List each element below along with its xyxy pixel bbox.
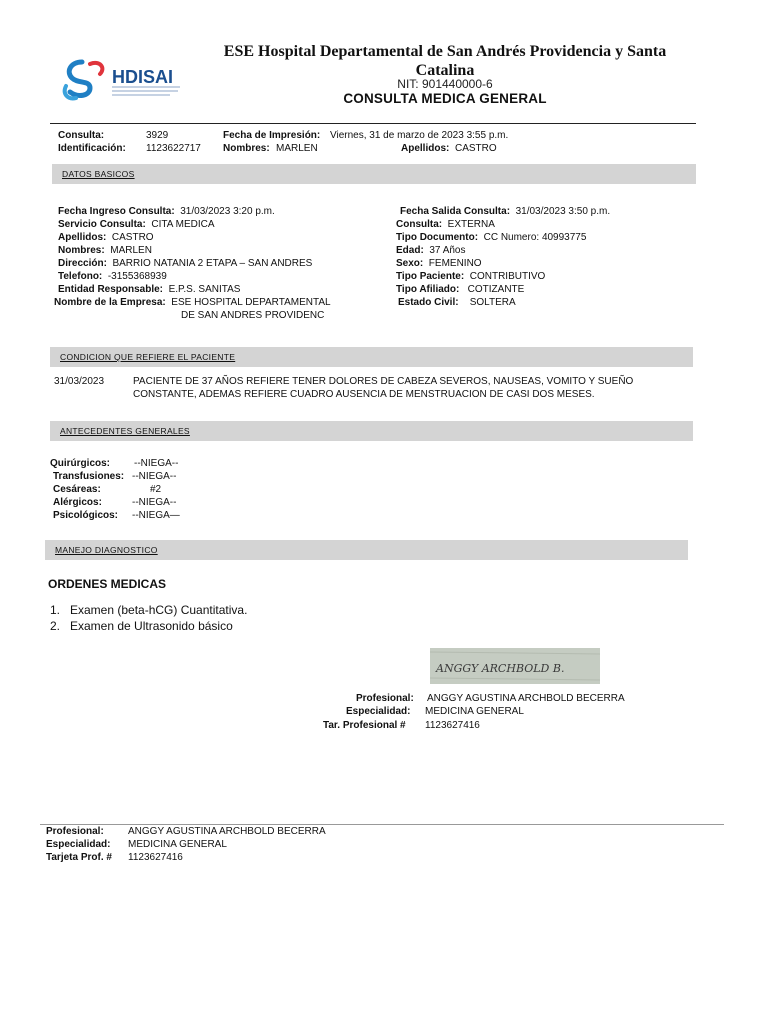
datos-left-list	[54, 205, 331, 322]
antecedente-label: Psicológicos:	[53, 510, 119, 521]
hospital-title: ESE Hospital Departamental de San Andrés Providencia y Santa Catalina	[223, 43, 667, 79]
datos-row: Consulta: EXTERNA	[396, 219, 495, 230]
footer-tarjeta-label: Tarjeta Prof. #	[46, 852, 112, 863]
datos-row: Entidad Responsable: E.P.S. SANITAS	[58, 284, 241, 295]
datos-row: Nombre de la Empresa: ESE HOSPITAL DEPARTAMENTAL	[54, 297, 331, 308]
identificacion-label: Identificación:	[58, 143, 126, 154]
antecedente-label: Alérgicos:	[53, 497, 102, 508]
datos-row: Estado Civil: SOLTERA	[398, 297, 516, 308]
signature-image	[430, 648, 600, 684]
antecedente-value: --NIEGA--	[134, 458, 179, 469]
svg-text:HDISAI: HDISAI	[112, 67, 174, 87]
datos-row: Tipo Afiliado: COTIZANTE	[396, 284, 525, 295]
datos-row: Nombres: MARLEN	[58, 245, 152, 256]
antecedente-value: --NIEGA--	[132, 497, 177, 508]
fecha-impresion-value: Viernes, 31 de marzo de 2023 3:55 p.m.	[330, 130, 509, 141]
firma-profesional-label: Profesional:	[356, 693, 414, 704]
nombres-label: Nombres:	[223, 143, 270, 154]
condicion-text-line1: PACIENTE DE 37 AÑOS REFIERE TENER DOLORES DE CABEZA SEVEROS, NAUSEAS, VOMITO Y SUEÑO	[133, 376, 634, 387]
datos-row: Fecha Ingreso Consulta: 31/03/2023 3:20 p.m.	[58, 206, 275, 217]
datos-row: Apellidos: CASTRO	[58, 232, 154, 243]
consulta-value: 3929	[146, 130, 169, 141]
datos-right-list	[396, 205, 610, 309]
consulta-label: Consulta:	[58, 130, 105, 141]
antecedente-value: #2	[150, 484, 162, 495]
svg-text:ANGGY ARCHBOLD B.: ANGGY ARCHBOLD B.	[436, 662, 565, 675]
footer-profesional-label: Profesional:	[46, 826, 104, 837]
nit: NIT: 901440000-6	[397, 77, 493, 91]
section-antecedentes: ANTECEDENTES GENERALES	[50, 421, 693, 441]
list-item: 2. Examen de Ultrasonido básico	[50, 619, 233, 633]
nombres-value: MARLEN	[276, 143, 318, 154]
list-item: 1. Examen (beta-hCG) Cuantitativa.	[50, 603, 248, 617]
antecedente-label: Cesáreas:	[53, 484, 101, 495]
footer-especialidad-value: MEDICINA GENERAL	[128, 839, 227, 850]
datos-row: Sexo: FEMENINO	[396, 258, 482, 269]
datos-row: Dirección: BARRIO NATANIA 2 ETAPA – SAN ANDRES	[58, 258, 313, 269]
antecedente-label: Transfusiones:	[53, 471, 125, 482]
firma-especialidad-value: MEDICINA GENERAL	[425, 706, 524, 717]
antecedente-label: Quirúrgicos:	[50, 458, 111, 469]
document-title: CONSULTA MEDICA GENERAL	[343, 91, 547, 106]
section-manejo: MANEJO DIAGNOSTICO	[45, 540, 688, 560]
datos-row: Tipo Paciente: CONTRIBUTIVO	[396, 271, 546, 282]
fecha-impresion-label: Fecha de Impresión:	[223, 130, 321, 141]
datos-row: Edad: 37 Años	[396, 245, 466, 256]
empresa-continuation: DE SAN ANDRES PROVIDENC	[181, 310, 325, 321]
apellidos-label: Apellidos:	[401, 143, 450, 154]
section-condicion: CONDICION QUE REFIERE EL PACIENTE	[50, 347, 693, 367]
footer-tarjeta-value: 1123627416	[128, 852, 183, 863]
datos-row: Servicio Consulta: CITA MEDICA	[58, 219, 215, 230]
hospital-logo	[60, 56, 185, 104]
ordenes-title: ORDENES MEDICAS	[48, 577, 167, 591]
firma-tar-value: 1123627416	[425, 720, 480, 731]
section-datos-basicos: DATOS BASICOS	[52, 164, 696, 184]
condicion-date: 31/03/2023	[54, 376, 105, 387]
firma-profesional-value: ANGGY AGUSTINA ARCHBOLD BECERRA	[427, 693, 625, 704]
condicion-text-line2: CONSTANTE, ADEMAS REFIERE CUADRO AUSENCIA DE MENSTRUACION DE CASI DOS MESES.	[133, 389, 595, 400]
firma-tar-label: Tar. Profesional #	[323, 720, 406, 731]
ordenes-list	[50, 602, 247, 634]
footer-profesional-value: ANGGY AGUSTINA ARCHBOLD BECERRA	[128, 826, 326, 837]
identificacion-value: 1123622717	[146, 143, 201, 154]
datos-row: Telefono: -3155368939	[58, 271, 167, 282]
datos-row: Tipo Documento: CC Numero: 40993775	[396, 232, 587, 243]
apellidos-value: CASTRO	[455, 143, 497, 154]
header-rule	[50, 123, 696, 124]
datos-row: Fecha Salida Consulta: 31/03/2023 3:50 p.m.	[400, 206, 611, 217]
footer-especialidad-label: Especialidad:	[46, 839, 111, 850]
antecedente-value: --NIEGA—	[132, 510, 180, 521]
antecedente-value: --NIEGA--	[132, 471, 177, 482]
firma-especialidad-label: Especialidad:	[346, 706, 411, 717]
